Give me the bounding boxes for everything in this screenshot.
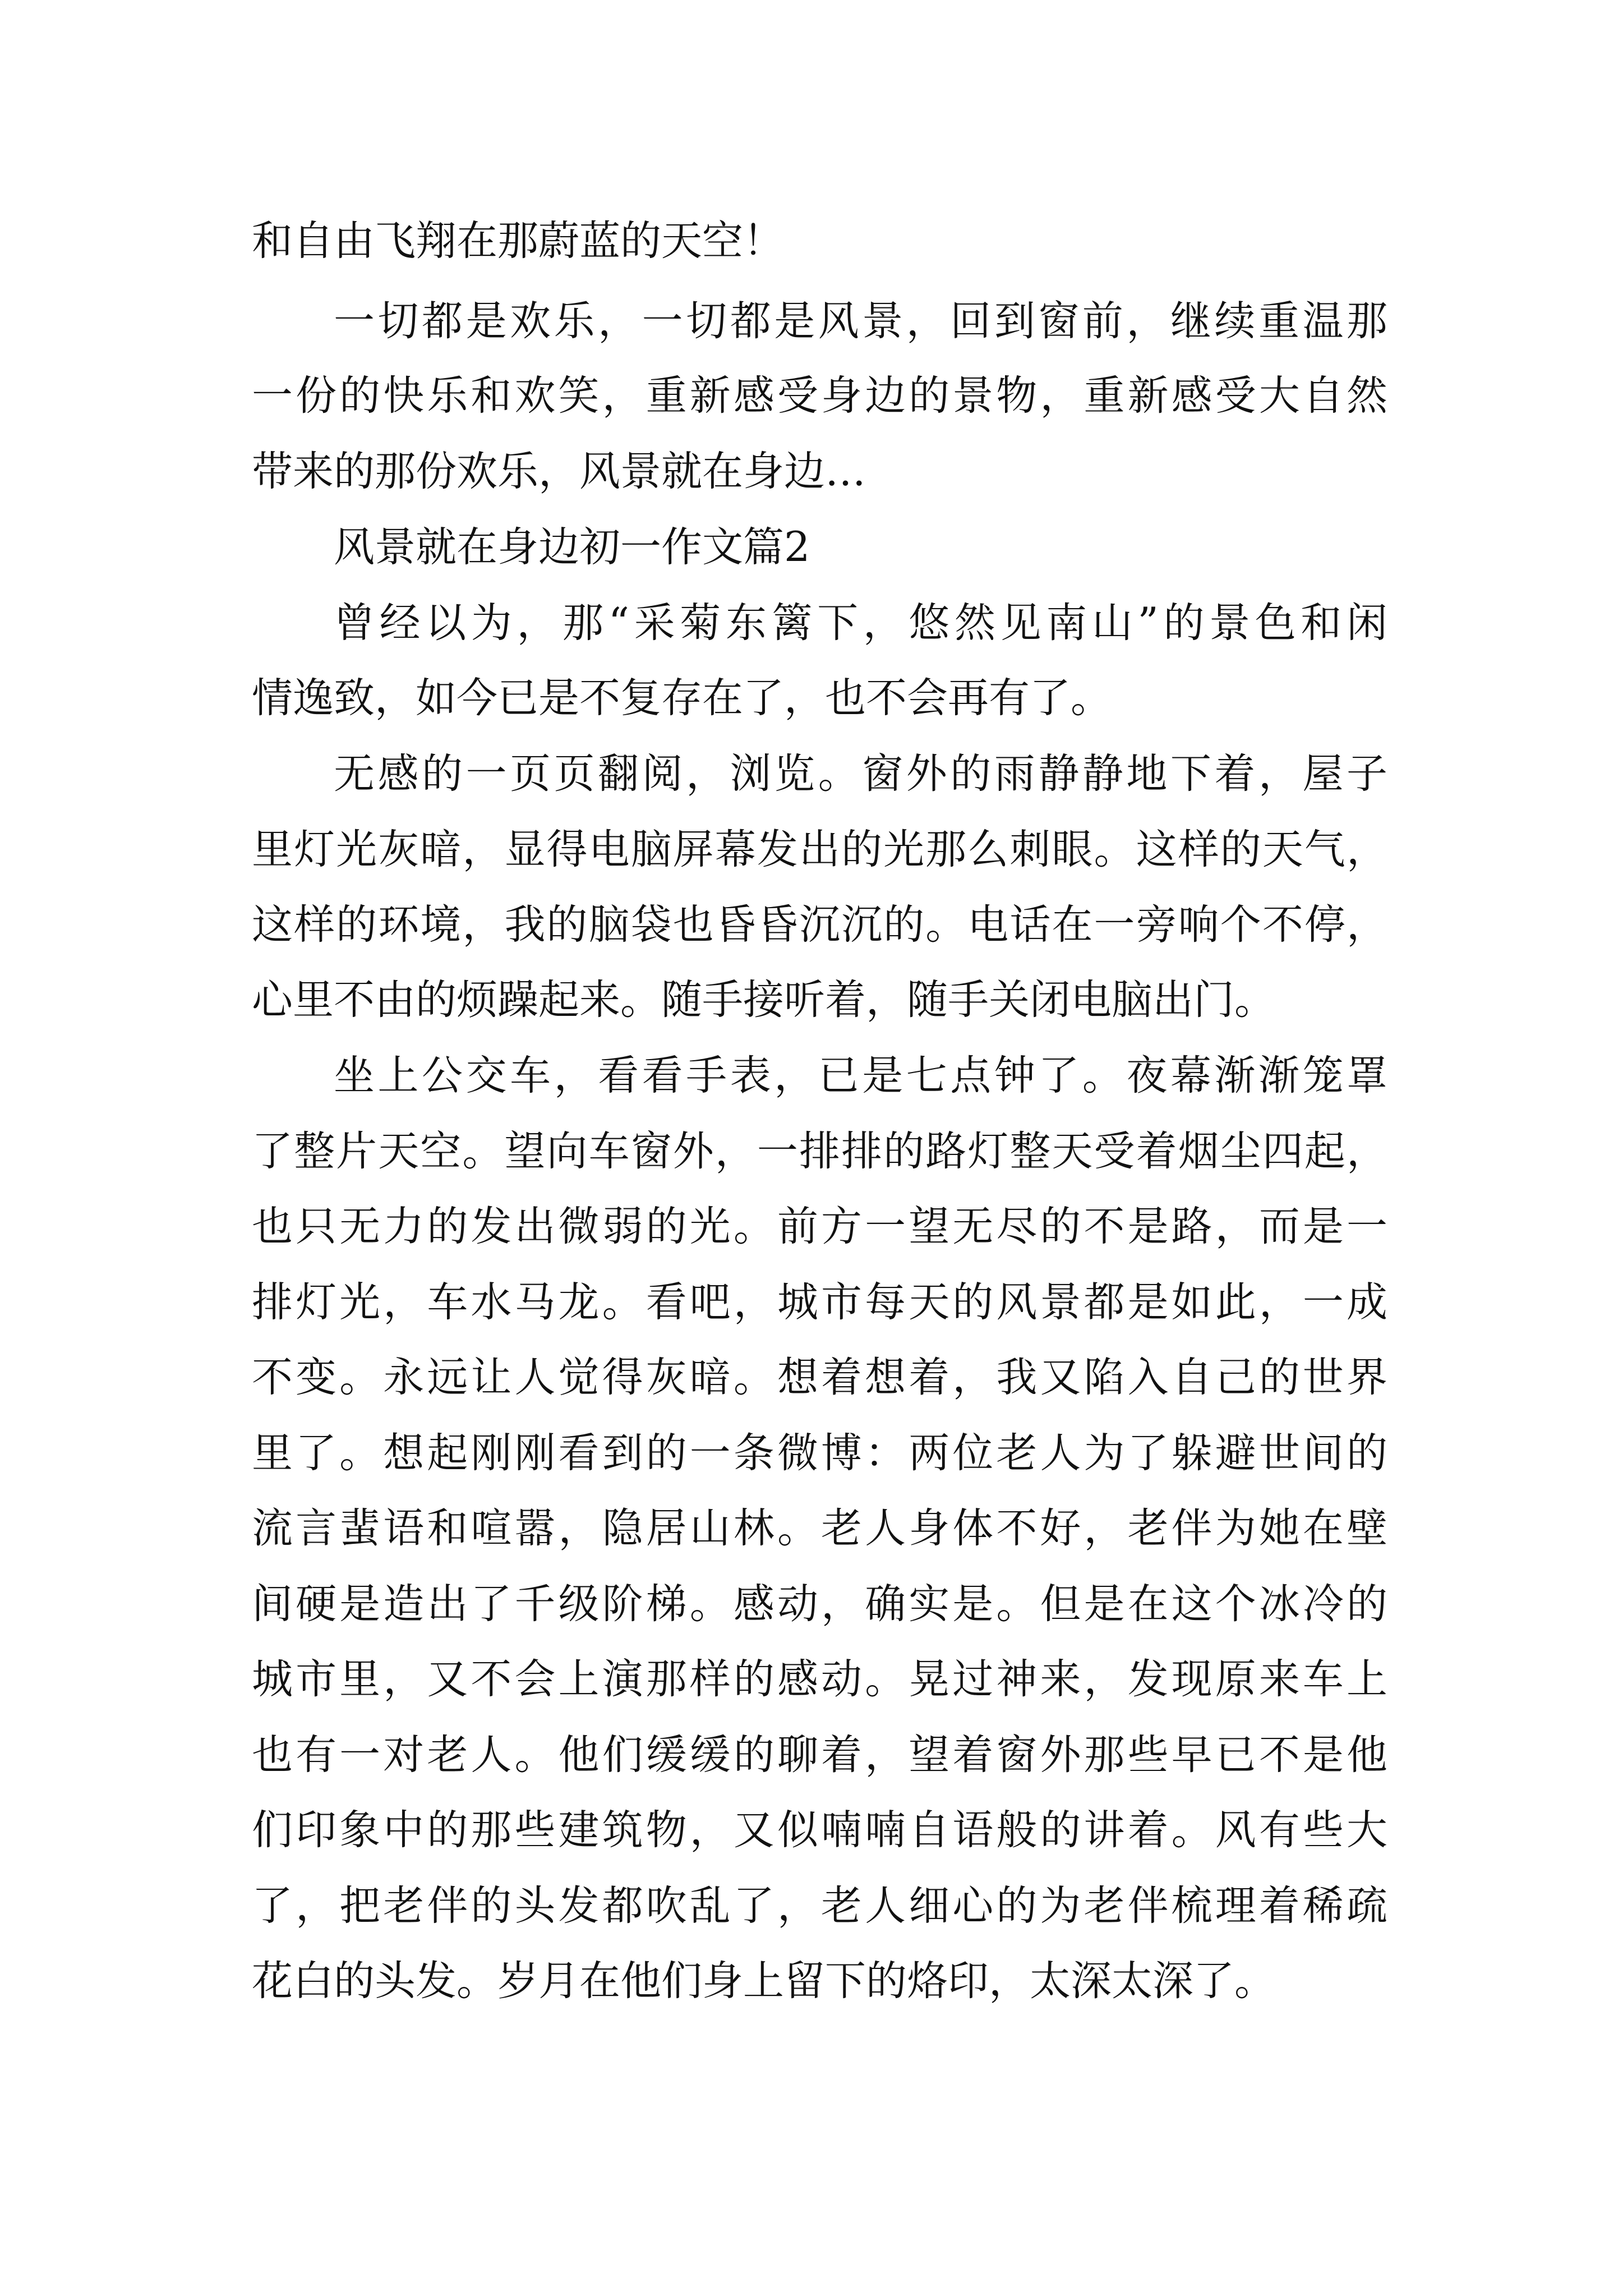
paragraph-line: 情逸致，如今已是不复存在了，也不会再有了。 [252, 674, 1112, 722]
paragraph-line: 一切都是欢乐，一切都是风景，回到窗前，继续重温那 [334, 297, 1387, 345]
paragraph-line: 排灯光，车水马龙。看吧，城市每天的风景都是如此，一成 [252, 1278, 1387, 1326]
paragraph-line: 曾经以为，那“采菊东篱下，悠然见南山”的景色和闲 [334, 599, 1387, 647]
paragraph-line: 坐上公交车，看看手表，已是七点钟了。夜幕渐渐笼罩 [334, 1052, 1387, 1099]
paragraph-line: 也有一对老人。他们缓缓的聊着，望着窗外那些早已不是他 [252, 1731, 1387, 1779]
paragraph-line: 城市里，又不会上演那样的感动。晃过神来，发现原来车上 [252, 1655, 1387, 1703]
paragraph-line: 花白的头发。岁月在他们身上留下的烙印，太深太深了。 [252, 1957, 1275, 2005]
paragraph-line: 里灯光灰暗，显得电脑屏幕发出的光那么刺眼。这样的天气， [252, 826, 1387, 873]
paragraph-line: 无感的一页页翻阅，浏览。窗外的雨静静地下着，屋子 [334, 750, 1387, 798]
paragraph-line: 也只无力的发出微弱的光。前方一望无尽的不是路，而是一 [252, 1203, 1387, 1250]
paragraph-line: 间硬是造出了千级阶梯。感动，确实是。但是在这个冰冷的 [252, 1580, 1387, 1628]
paragraph-line: 和自由飞翔在那蔚蓝的天空！ [252, 217, 784, 265]
paragraph-line: 里了。想起刚刚看到的一条微博：两位老人为了躲避世间的 [252, 1429, 1387, 1477]
paragraph-line: 了整片天空。望向车窗外，一排排的路灯整天受着烟尘四起， [252, 1128, 1387, 1175]
paragraph-line: 了，把老伴的头发都吹乱了，老人细心的为老伴梳理着稀疏 [252, 1882, 1387, 1930]
paragraph-line: 带来的那份欢乐，风景就在身边… [252, 448, 866, 495]
paragraph-line: 一份的快乐和欢笑，重新感受身边的景物，重新感受大自然 [252, 372, 1387, 420]
paragraph-line: 流言蜚语和喧嚣，隐居山林。老人身体不好，老伴为她在壁 [252, 1504, 1387, 1552]
paragraph-line: 不变。永远让人觉得灰暗。想着想着，我又陷入自己的世界 [252, 1354, 1387, 1401]
section-heading: 风景就在身边初一作文篇2 [334, 523, 810, 571]
paragraph-line: 这样的环境，我的脑袋也昏昏沉沉的。电话在一旁响个不停， [252, 901, 1387, 949]
paragraph-line: 心里不由的烦躁起来。随手接听着，随手关闭电脑出门。 [252, 976, 1275, 1024]
paragraph-line: 们印象中的那些建筑物，又似喃喃自语般的讲着。风有些大 [252, 1806, 1387, 1854]
